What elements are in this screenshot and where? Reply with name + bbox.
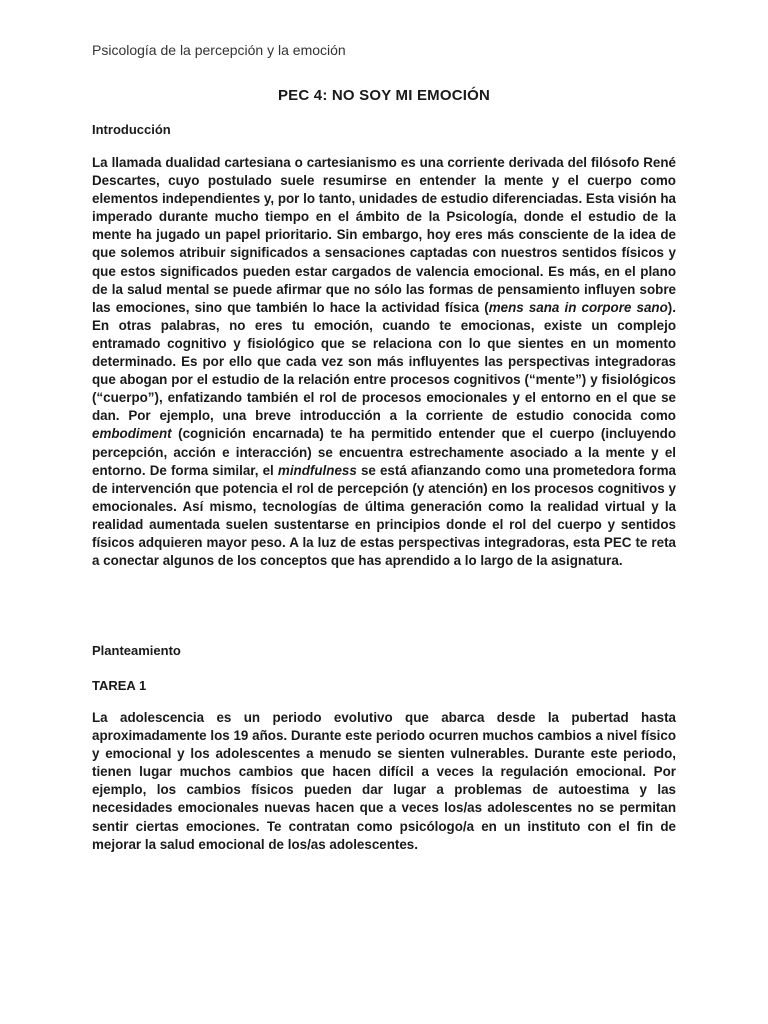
intro-text-part-2: ). En otras palabras, no eres tu emoción, cuando te emocionas, existe un complejo entramado cognitivo y fisiológico que se relaciona con lo que sientes en un momento determinado. Es por ello que cada vez son más influyentes las perspectivas integradoras que abogan por el estudio de la relación entre procesos cognitivos (“mente”) y fisiológicos (“cuerpo”), enfatizando también el rol de procesos emocionales y el entorno en el que se dan. Por ejemplo, una breve introducción a la corriente de estudio conocida como <box>92 299 676 424</box>
intro-text-part-1: La llamada dualidad cartesiana o cartesianismo es una corriente derivada del filósofo René Descartes, cuyo postulado suele resumirse en entender la mente y el cuerpo como elementos independientes y, por lo tanto, unidades de estudio diferenciadas. Esta visión ha imperado durante mucho tiempo en el ámbito de la Psicología, donde el estudio de la mente ha jugado un papel prioritario. Sin embargo, hoy eres más consciente de la idea de que solemos atribuir significados a sensaciones captadas con nuestros sentidos físicos y que estos significados pueden estar cargados de valencia emocional. Es más, en el plano de la salud mental se puede afirmar que no sólo las formas de pensamiento influyen sobre las emociones, sino que también lo hace la actividad física ( <box>92 155 676 315</box>
task1-paragraph: La adolescencia es un periodo evolutivo que abarca desde la pubertad hasta aproximadamente los 19 años. Durante este periodo ocurren muchos cambios a nivel físico y emocional y los adolescentes a menudo se sienten vulnerables. Durante este periodo, tienen lugar muchos cambios que hacen difícil a veces la regulación emocional. Por ejemplo, los cambios físicos pueden dar lugar a problemas de autoestima y las necesidades emocionales nuevas hacen que a veces los/as adolescentes no se permitan sentir ciertas emociones. Te contratan como psicólogo/a en un instituto con el fin de mejorar la salud emocional de los/as adolescentes. <box>92 710 676 852</box>
intro-text-part-3: (cognición encarnada) te ha permitido entender que el cuerpo (incluyendo percepción, acción e interacción) se encuentra estrechamente asociado a la mente y el entorno. De forma similar, el <box>92 426 676 478</box>
intro-paragraph <box>92 154 676 570</box>
intro-heading: Introducción <box>92 122 171 137</box>
intro-text-part-4: se está afianzando como una prometedora forma de intervención que potencia el rol de percepción (y atención) en los procesos cognitivos y emocionales. Así mismo, tecnologías de última generación como la realidad virtual y la realidad aumentada suelen sustentarse en principios donde el rol del cuerpo y sentidos físicos adquieren mayor peso. A la luz de estas perspectivas integradoras, esta PEC te reta a conectar algunos de los conceptos que has aprendido a lo largo de la asignatura. <box>92 462 676 569</box>
intro-emphasis-mens-sana: mens sana in corpore sano <box>488 299 668 315</box>
intro-emphasis-mindfulness: mindfulness <box>277 462 357 478</box>
planteamiento-heading: Planteamiento <box>92 643 181 658</box>
task1-heading: TAREA 1 <box>92 678 147 693</box>
intro-emphasis-embodiment: embodiment <box>92 426 172 442</box>
page-header: Psicología de la percepción y la emoción <box>92 42 346 58</box>
document-title: PEC 4: NO SOY MI EMOCIÓN <box>277 87 491 104</box>
